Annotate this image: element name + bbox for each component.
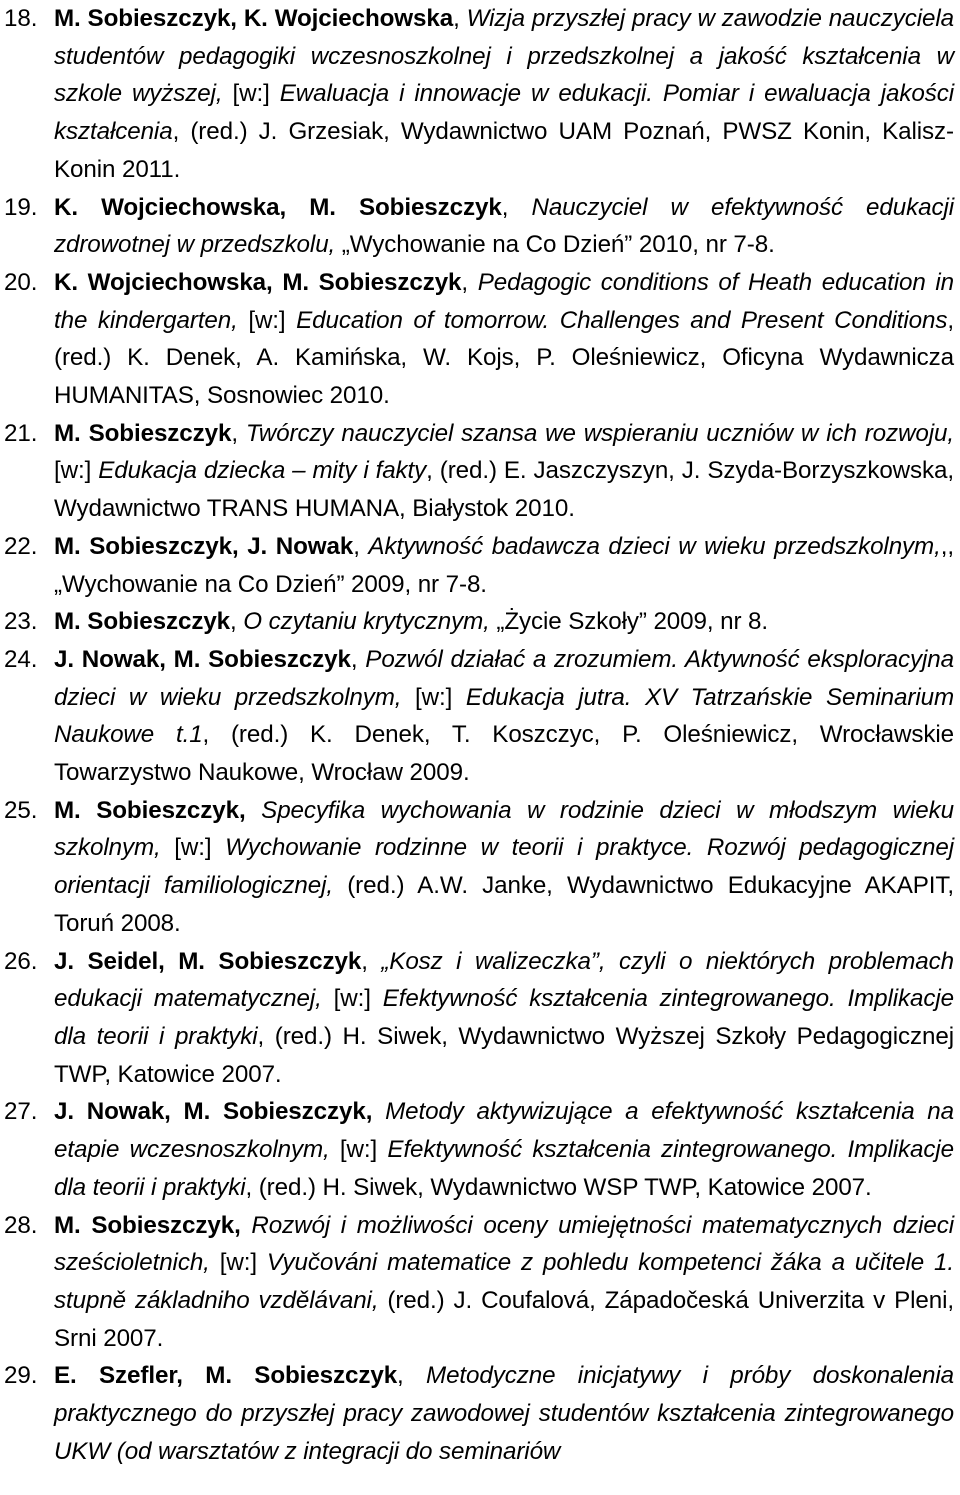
- reference-item: [4, 189, 954, 264]
- reference-text: , (red.) H. Siwek, Wydawnictwo Wyższej Szkoły Pedagogicznej TWP, Katowice 2007.: [54, 1022, 954, 1088]
- reference-number: 25.: [4, 796, 38, 824]
- reference-title: „Kosz i walizeczka”, czyli o niektórych problemach edukacji matematycznej,: [54, 947, 954, 1013]
- reference-text: ,: [353, 532, 369, 560]
- reference-text: [w:]: [401, 683, 466, 711]
- reference-authors: J. Nowak, M. Sobieszczyk,: [54, 1098, 373, 1126]
- reference-text: [w:]: [160, 834, 226, 862]
- reference-text: , (red.) J. Grzesiak, Wydawnictwo UAM Poznań, PWSZ Konin, Kalisz-Konin 2011.: [54, 118, 954, 183]
- reference-text: ,: [397, 1362, 427, 1390]
- reference-text: [246, 797, 262, 824]
- reference-title: Nauczyciel w efektywność edukacji zdrowotnej w przedszkolu,: [54, 193, 954, 259]
- reference-title: Specyfika wychowania w rodzinie dzieci w młodszym wieku szkolnym,: [54, 796, 954, 862]
- reference-text: , (red.) K. Denek, A. Kamińska, W. Kojs, P. Oleśniewicz, Oficyna Wydawnicza HUMANITAS, Sosnowiec 2010.: [54, 306, 955, 410]
- reference-item: [4, 528, 954, 603]
- reference-number: 26.: [4, 947, 38, 975]
- reference-text: ,: [361, 947, 382, 975]
- reference-list: [4, 0, 954, 1470]
- reference-text: , (red.) K. Denek, T. Koszczyc, P. Oleśniewicz, Wrocławskie Towarzystwo Naukowe, Wrocław 2009.: [54, 721, 954, 787]
- reference-title: Metody aktywizujące a efektywność kształcenia na etapie wczesnoszkolnym,: [54, 1098, 954, 1164]
- reference-number: 18.: [4, 5, 38, 32]
- reference-authors: J. Seidel, M. Sobieszczyk: [54, 947, 362, 975]
- reference-item: [4, 943, 954, 1094]
- reference-title: Ewaluacja i innowacje w edukacji. Pomiar i ewaluacja jakości kształcenia: [54, 80, 955, 146]
- reference-number: 22.: [4, 532, 38, 560]
- reference-item: [4, 264, 954, 415]
- reference-number: 23.: [4, 608, 38, 636]
- reference-title: Wychowanie rodzinne w teorii i praktyce. Rozwój pedagogicznej orientacji familiologicznej,: [54, 834, 954, 900]
- reference-item: [4, 603, 954, 641]
- reference-title: Vyučováni matematice z pohledu kompetenci žáka a učitele 1. stupně základniho vzdělávani,: [54, 1249, 954, 1314]
- reference-text: (red.) J. Coufalová, Západočeská Univerzita v Pleni, Srni 2007.: [54, 1286, 954, 1352]
- reference-text: [w:]: [222, 80, 280, 108]
- reference-item: [4, 1207, 954, 1358]
- reference-number: 20.: [4, 268, 38, 296]
- reference-title: Efektywność kształcenia zintegrowanego. Implikacje dla teorii i praktyki: [54, 985, 954, 1050]
- reference-title: Edukacja jutra. XV Tatrzańskie Seminarium Naukowe t.1: [54, 683, 955, 749]
- reference-text: ,: [453, 5, 467, 32]
- reference-item: [4, 0, 954, 189]
- reference-text: [w:]: [321, 985, 383, 1013]
- reference-authors: M. Sobieszczyk,: [54, 796, 246, 824]
- reference-title: Metodyczne inicjatywy i próby doskonalenia praktycznego do przyszłej pracy zawodowej studentów kształcenia zintegrowanego UKW (od warsztatów z integracji do seminariów: [54, 1362, 954, 1465]
- reference-number: 24.: [4, 645, 38, 673]
- reference-text: ,: [461, 268, 478, 296]
- reference-authors: E. Szefler, M. Sobieszczyk: [54, 1362, 398, 1390]
- reference-number: 19.: [4, 193, 38, 221]
- reference-authors: K. Wojciechowska, M. Sobieszczyk: [54, 193, 502, 221]
- reference-authors: J. Nowak, M. Sobieszczyk: [54, 645, 351, 673]
- reference-authors: M. Sobieszczyk, K. Wojciechowska: [54, 5, 454, 32]
- reference-number: 27.: [4, 1098, 38, 1126]
- reference-title: Efektywność kształcenia zintegrowanego. Implikacje dla teorii i praktyki: [54, 1136, 954, 1201]
- reference-title: Pedagogic conditions of Heath education in the kindergarten,: [54, 268, 954, 334]
- reference-title: Twórczy nauczyciel szansa we wspieraniu uczniów w ich rozwoju,: [245, 419, 954, 447]
- reference-text: „Życie Szkoły” 2009, nr 8.: [489, 608, 768, 636]
- reference-title: Education of tomorrow. Challenges and Present Conditions: [296, 306, 948, 334]
- reference-text: „Wychowanie na Co Dzień” 2010, nr 7-8.: [335, 231, 775, 259]
- reference-authors: K. Wojciechowska, M. Sobieszczyk: [54, 268, 462, 296]
- reference-authors: M. Sobieszczyk,: [54, 1211, 241, 1239]
- reference-text: [241, 1212, 252, 1239]
- reference-text: [w:]: [54, 457, 99, 485]
- reference-text: [w:]: [329, 1136, 388, 1164]
- reference-text: [372, 1098, 385, 1125]
- reference-item: [4, 1093, 954, 1206]
- reference-title: Wizja przyszłej pracy w zawodzie nauczyciela studentów pedagogiki wczesnoszkolnej i przedszkolnej a jakość kształcenia w szkole wyższej,: [54, 5, 954, 108]
- reference-item: [4, 641, 954, 792]
- reference-text: , (red.) H. Siwek, Wydawnictwo WSP TWP, Katowice 2007.: [245, 1173, 872, 1201]
- reference-text: ,, „Wychowanie na Co Dzień” 2009, nr 7-8.: [54, 532, 954, 598]
- reference-text: ,: [350, 645, 366, 673]
- reference-title: Edukacja dziecka – mity i fakty: [98, 457, 427, 485]
- reference-item: [4, 792, 954, 943]
- reference-authors: M. Sobieszczyk: [54, 419, 232, 447]
- reference-text: ,: [230, 608, 244, 636]
- reference-title: Aktywność badawcza dzieci w wieku przedszkolnym,: [368, 532, 941, 560]
- reference-text: ,: [501, 193, 532, 221]
- reference-number: 28.: [4, 1211, 38, 1239]
- reference-authors: M. Sobieszczyk, J. Nowak: [54, 532, 354, 560]
- reference-text: [w:]: [237, 306, 297, 334]
- reference-text: [w:]: [209, 1249, 267, 1277]
- reference-text: ,: [231, 419, 246, 447]
- reference-title: Pozwól działać a zrozumiem. Aktywność eksploracyjna dzieci w wieku przedszkolnym,: [54, 645, 954, 711]
- reference-item: [4, 415, 954, 528]
- reference-number: 21.: [4, 419, 38, 447]
- reference-title: Rozwój i możliwości oceny umiejętności matematycznych dzieci sześcioletnich,: [54, 1211, 954, 1277]
- reference-number: 29.: [4, 1362, 38, 1390]
- reference-title: O czytaniu krytycznym,: [243, 608, 490, 636]
- reference-text: (red.) A.W. Janke, Wydawnictwo Edukacyjne AKAPIT, Toruń 2008.: [54, 872, 954, 937]
- reference-text: , (red.) E. Jaszczyszyn, J. Szyda-Borzyszkowska, Wydawnictwo TRANS HUMANA, Białystok 2010.: [54, 457, 954, 523]
- reference-authors: M. Sobieszczyk: [54, 608, 231, 636]
- reference-item: [4, 1357, 954, 1470]
